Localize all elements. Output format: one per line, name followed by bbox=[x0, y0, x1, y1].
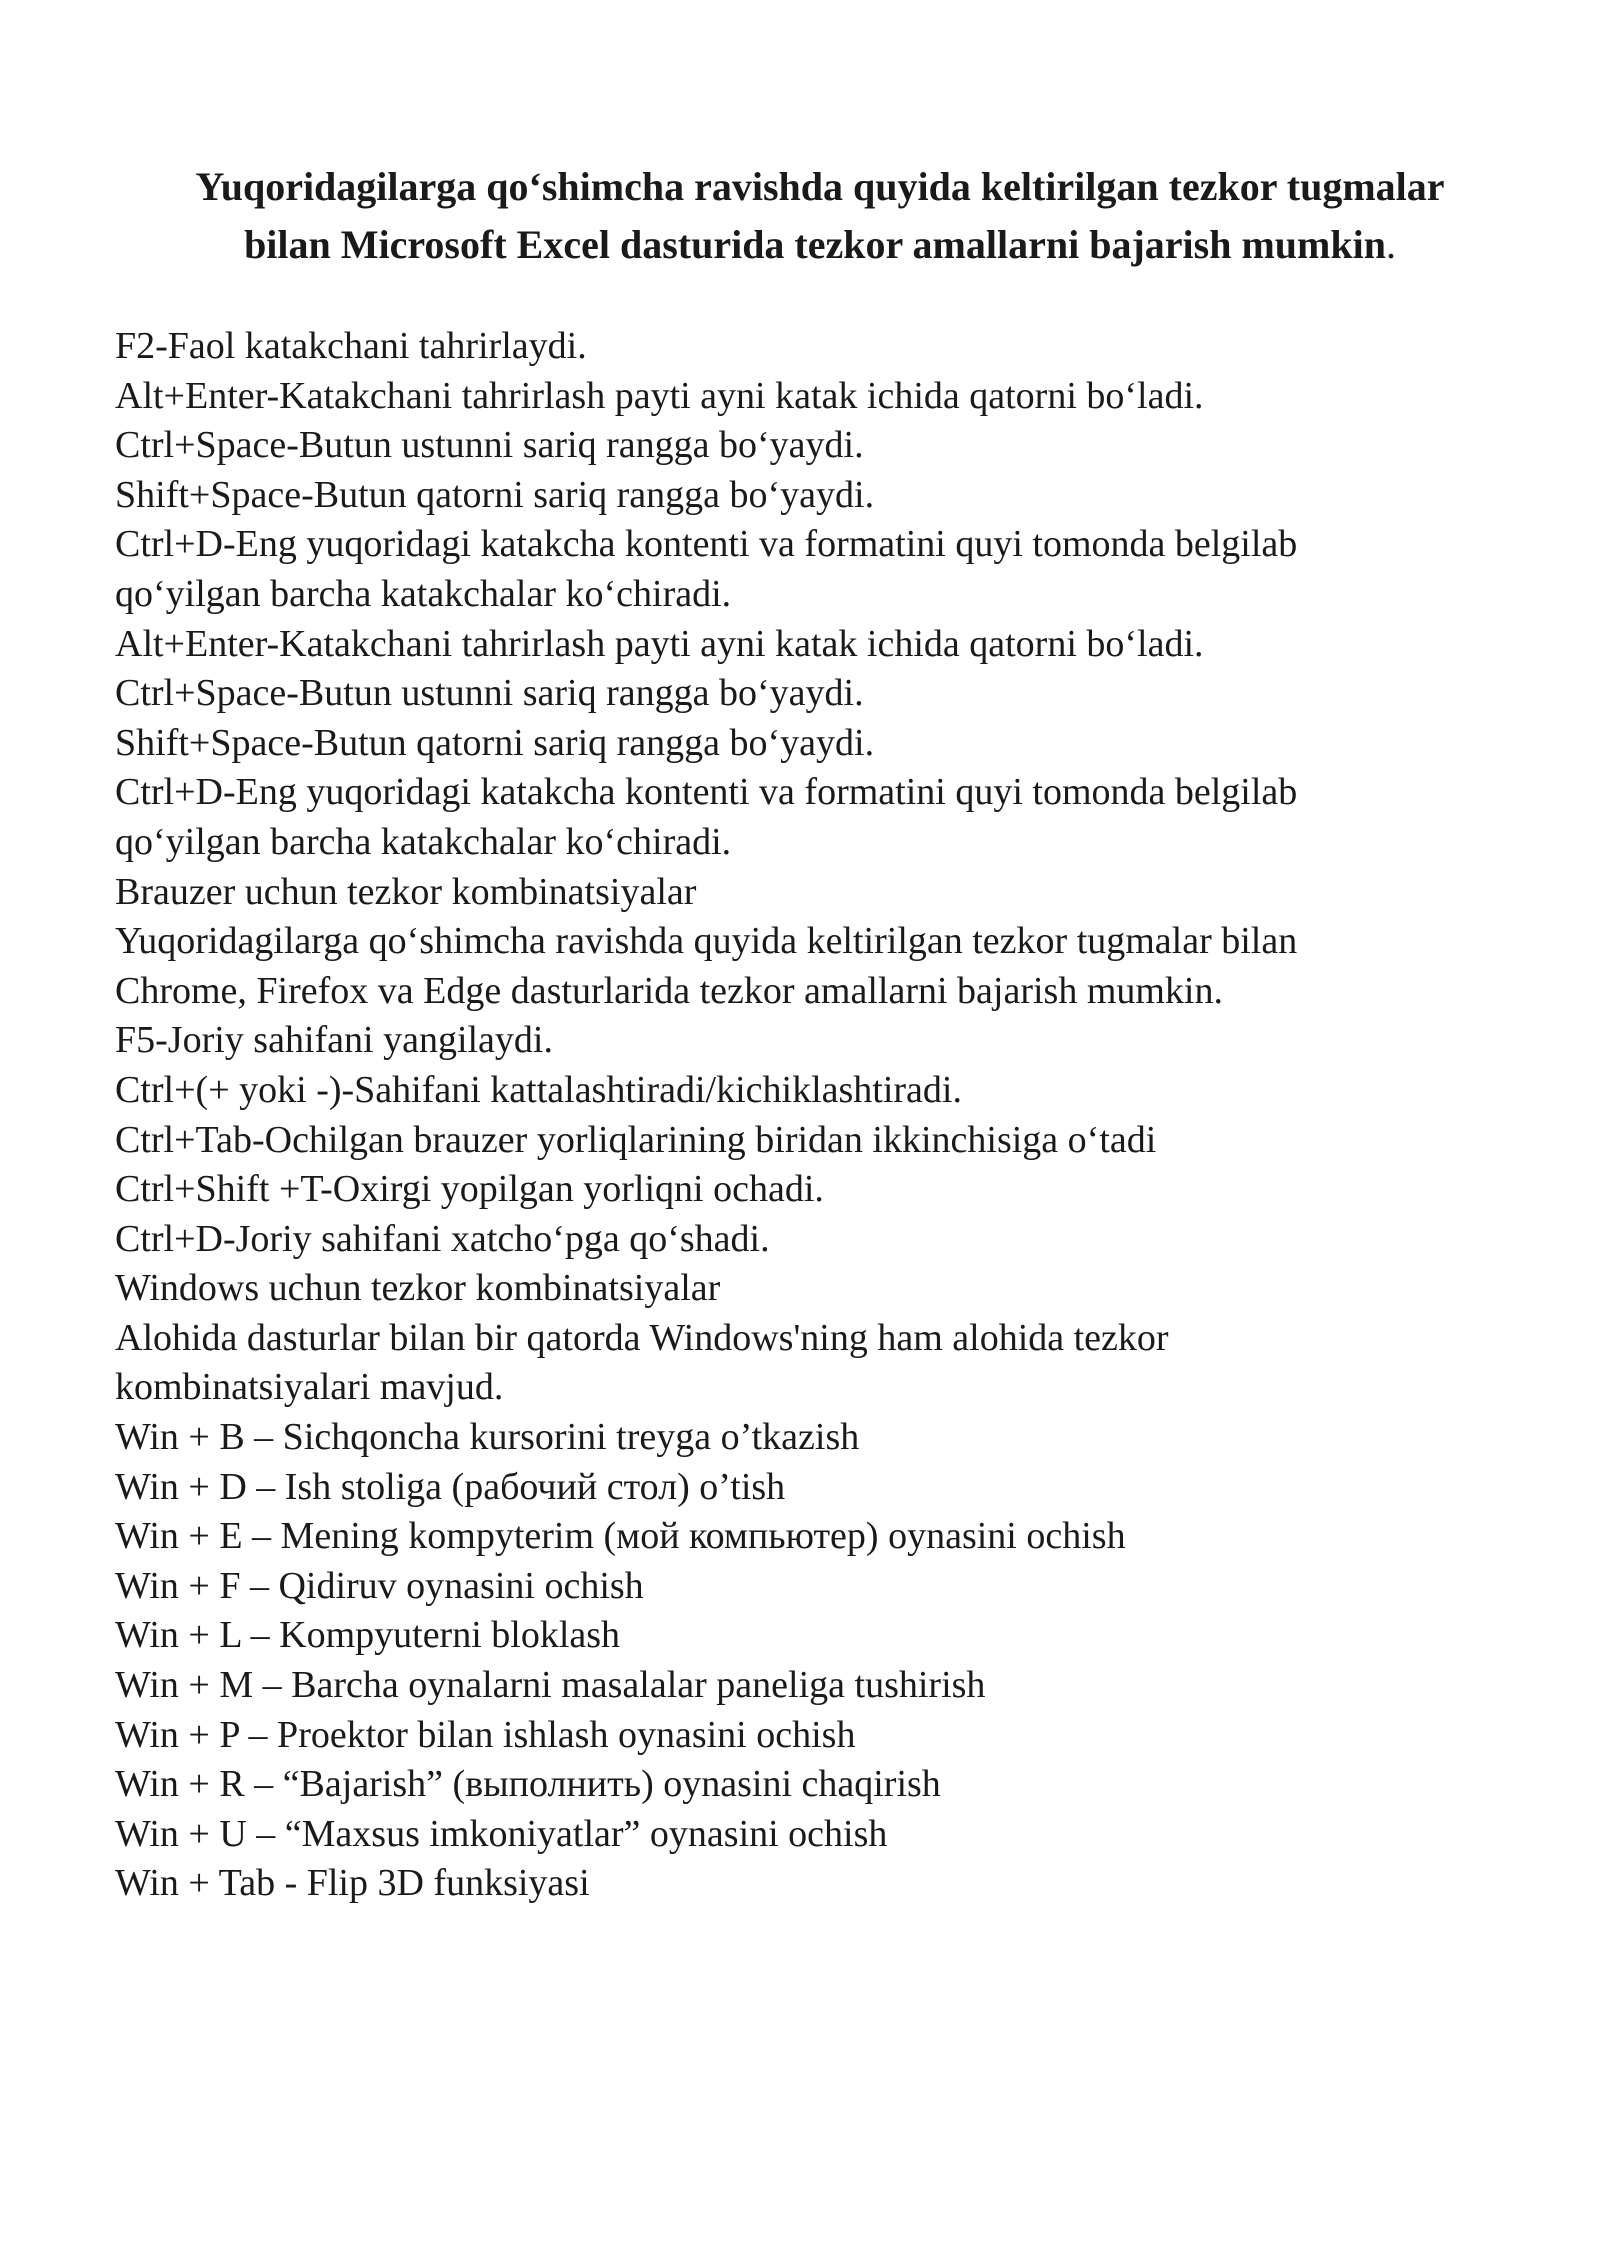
text-line: Win + F – Qidiruv oynasini ochish bbox=[115, 1564, 644, 1607]
text-line: Alohida dasturlar bilan bir qatorda Windows'ning ham alohida tezkor bbox=[115, 1316, 1169, 1359]
text-line: Ctrl+Space-Butun ustunni sariq rangga bo‘yaydi. bbox=[115, 672, 864, 715]
text-line: Ctrl+Shift +T-Oxirgi yopilgan yorliqni ochadi. bbox=[115, 1168, 824, 1211]
text-line: F2-Faol katakchani tahrirlaydi. bbox=[115, 325, 587, 367]
heading-line-1: Yuqoridagilarga qo‘shimcha ravishda quyida keltirilgan tezkor tugmalar bbox=[195, 164, 1445, 209]
heading-line-2-period: . bbox=[1385, 222, 1396, 267]
text-line: Shift+Space-Butun qatorni sariq rangga bo‘yaydi. bbox=[115, 721, 875, 764]
text-line: Win + Tab - Flip 3D funksiyasi bbox=[115, 1862, 590, 1905]
text-line: Shift+Space-Butun qatorni sariq rangga bo‘yaydi. bbox=[115, 473, 875, 516]
text-line: Alt+Enter-Katakchani tahrirlash payti ayni katak ichida qatorni bo‘ladi. bbox=[115, 622, 1204, 665]
text-line: Ctrl+Tab-Ochilgan brauzer yorliqlarining biridan ikkinchisiga o‘tadi bbox=[115, 1118, 1157, 1161]
text-line: Yuqoridagilarga qo‘shimcha ravishda quyida keltirilgan tezkor tugmalar bilan bbox=[115, 920, 1298, 963]
section-heading-windows: Windows uchun tezkor kombinatsiyalar bbox=[115, 1267, 721, 1310]
document-heading bbox=[120, 158, 1520, 274]
text-line: Win + B – Sichqoncha kursorini treyga o’tkazish bbox=[115, 1416, 860, 1459]
text-line: Ctrl+(+ yoki -)-Sahifani kattalashtiradi/kichiklashtiradi. bbox=[115, 1068, 962, 1111]
text-line: Win + P – Proektor bilan ishlash oynasini ochish bbox=[115, 1713, 856, 1756]
text-line: qo‘yilgan barcha katakchalar ko‘chiradi. bbox=[115, 820, 732, 863]
text-line: Win + E – Mening kompyterim (мой компьютер) oynasini ochish bbox=[115, 1515, 1126, 1558]
text-line: Win + D – Ish stoliga (рабочий стол) o’tish bbox=[115, 1465, 786, 1508]
text-line: Ctrl+Space-Butun ustunni sariq rangga bo‘yaydi. bbox=[115, 424, 864, 467]
text-line: Alt+Enter-Katakchani tahrirlash payti ayni katak ichida qatorni bo‘ladi. bbox=[115, 374, 1204, 417]
text-line: Chrome, Firefox va Edge dasturlarida tezkor amallarni bajarish mumkin. bbox=[115, 969, 1223, 1012]
text-line: kombinatsiyalari mavjud. bbox=[115, 1366, 504, 1409]
text-line: Ctrl+D-Eng yuqoridagi katakcha kontenti va formatini quyi tomonda belgilab bbox=[115, 771, 1298, 814]
heading-line-2: bilan Microsoft Excel dasturida tezkor amallarni bajarish mumkin bbox=[244, 222, 1386, 267]
text-line: Win + R – “Bajarish” (выполнить) oynasini chaqirish bbox=[115, 1763, 941, 1806]
text-line: Win + L – Kompyuterni bloklash bbox=[115, 1614, 621, 1657]
text-line: Win + U – “Maxsus imkoniyatlar” oynasini ochish bbox=[115, 1812, 888, 1855]
shortcut-text-lines bbox=[115, 322, 1535, 1909]
text-line: Win + M – Barcha oynalarni masalalar paneliga tushirish bbox=[115, 1664, 986, 1707]
section-heading-browser: Brauzer uchun tezkor kombinatsiyalar bbox=[115, 870, 697, 913]
text-line: Ctrl+D-Joriy sahifani xatcho‘pga qo‘shadi. bbox=[115, 1217, 770, 1260]
text-line: Ctrl+D-Eng yuqoridagi katakcha kontenti va formatini quyi tomonda belgilab bbox=[115, 523, 1298, 566]
text-line: qo‘yilgan barcha katakchalar ko‘chiradi. bbox=[115, 572, 732, 615]
text-line: F5-Joriy sahifani yangilaydi. bbox=[115, 1019, 553, 1062]
